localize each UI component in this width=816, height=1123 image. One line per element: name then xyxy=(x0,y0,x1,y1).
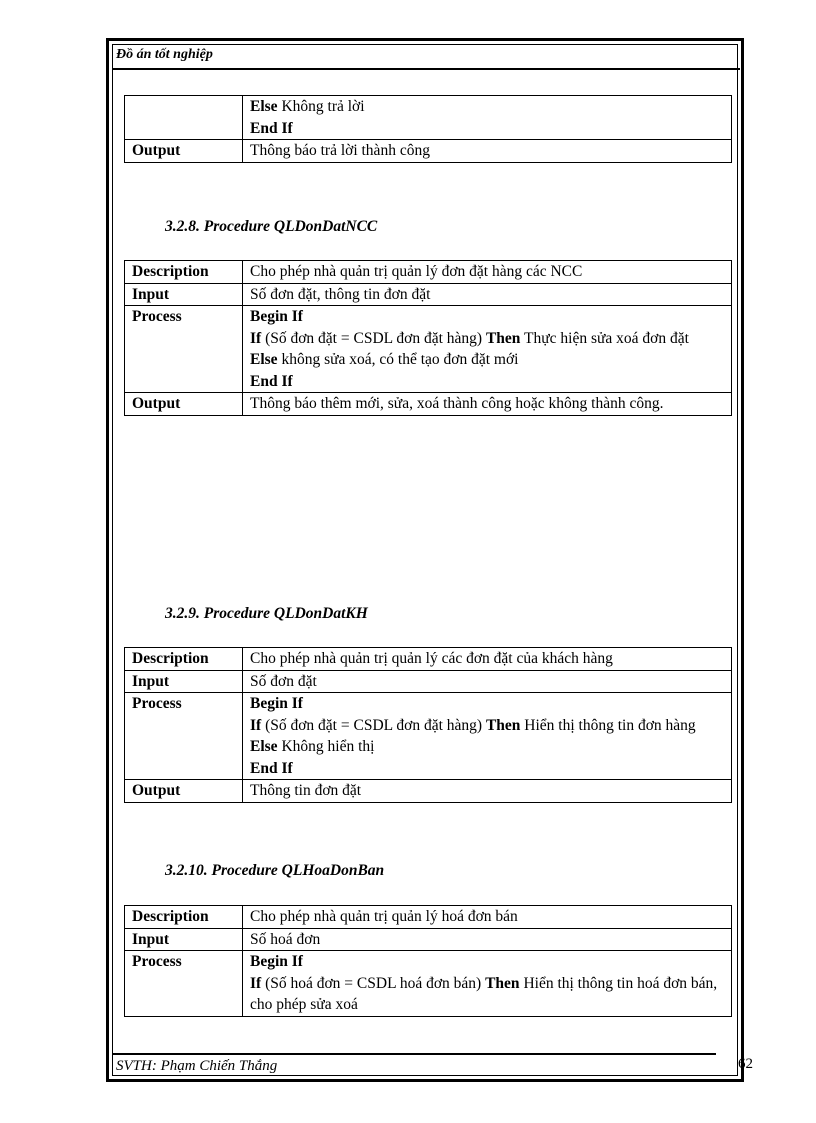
output-value: Thông báo trả lời thành công xyxy=(243,140,732,163)
table-cell-empty xyxy=(125,96,243,140)
page-number: 62 xyxy=(738,1056,753,1072)
table-row xyxy=(125,780,732,803)
description-label: Description xyxy=(125,648,243,671)
header-title: Đồ án tốt nghiệp xyxy=(116,47,213,62)
process-value: Begin If If (Số đơn đặt = CSDL đơn đặt hàng) Then Hiển thị thông tin đơn hàng Else Không hiển thị End If xyxy=(243,693,732,780)
output-value: Thông báo thêm mới, sửa, xoá thành công hoặc không thành công. xyxy=(243,393,732,416)
table-row xyxy=(125,951,732,1017)
process-value: Begin If If (Số đơn đặt = CSDL đơn đặt hàng) Then Thực hiện sửa xoá đơn đặt Else không sửa xoá, có thể tạo đơn đặt mới End If xyxy=(243,306,732,393)
table-row xyxy=(125,906,732,929)
table-row xyxy=(125,928,732,951)
table-row xyxy=(125,306,732,393)
table-row xyxy=(125,393,732,416)
input-label: Input xyxy=(125,670,243,693)
procedure-table-continued xyxy=(124,95,732,163)
output-label: Output xyxy=(125,393,243,416)
table-row xyxy=(125,693,732,780)
input-value: Số hoá đơn xyxy=(243,928,732,951)
input-value: Số đơn đặt, thông tin đơn đặt xyxy=(243,283,732,306)
section-heading: 3.2.9. Procedure QLDonDatKH xyxy=(165,605,368,622)
procedure-table xyxy=(124,647,732,803)
output-label: Output xyxy=(125,780,243,803)
process-label: Process xyxy=(125,693,243,780)
header-divider xyxy=(113,68,740,70)
process-label: Process xyxy=(125,951,243,1017)
input-value: Số đơn đặt xyxy=(243,670,732,693)
table-row xyxy=(125,140,732,163)
table-row xyxy=(125,670,732,693)
input-label: Input xyxy=(125,928,243,951)
input-label: Input xyxy=(125,283,243,306)
description-label: Description xyxy=(125,261,243,284)
description-value: Cho phép nhà quản trị quản lý hoá đơn bán xyxy=(243,906,732,929)
procedure-table xyxy=(124,260,732,416)
output-value: Thông tin đơn đặt xyxy=(243,780,732,803)
section-heading: 3.2.8. Procedure QLDonDatNCC xyxy=(165,218,378,235)
description-value: Cho phép nhà quản trị quản lý các đơn đặt của khách hàng xyxy=(243,648,732,671)
process-cell: Else Không trả lời End If xyxy=(243,96,732,140)
description-label: Description xyxy=(125,906,243,929)
procedure-table xyxy=(124,905,732,1017)
output-label: Output xyxy=(125,140,243,163)
footer-author: SVTH: Phạm Chiến Thắng xyxy=(116,1058,278,1074)
table-row xyxy=(125,96,732,140)
process-value: Begin If If (Số hoá đơn = CSDL hoá đơn bán) Then Hiển thị thông tin hoá đơn bán, cho phép sửa xoá xyxy=(243,951,732,1017)
table-row xyxy=(125,283,732,306)
footer-divider xyxy=(113,1053,716,1055)
process-label: Process xyxy=(125,306,243,393)
section-heading: 3.2.10. Procedure QLHoaDonBan xyxy=(165,862,385,879)
table-row xyxy=(125,261,732,284)
description-value: Cho phép nhà quản trị quản lý đơn đặt hàng các NCC xyxy=(243,261,732,284)
table-row xyxy=(125,648,732,671)
